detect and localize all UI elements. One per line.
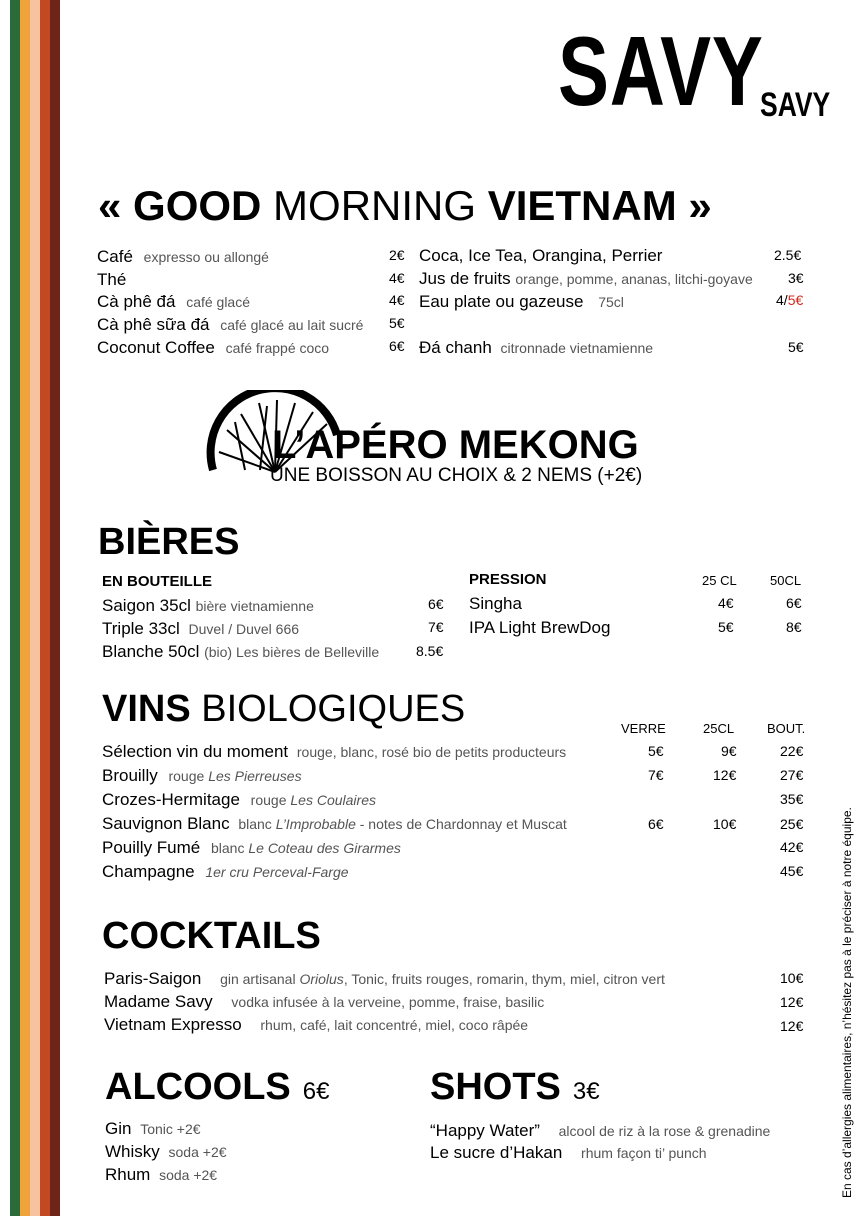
list-item: Champagne 1er cru Perceval-Farge xyxy=(102,862,349,881)
item-price: 25€ xyxy=(780,816,804,832)
list-item: Crozes-Hermitage rouge Les Coulaires xyxy=(102,790,376,809)
item-price: 8.5€ xyxy=(416,643,444,659)
item-price: 2.5€ xyxy=(774,247,802,263)
list-item: Coconut Coffee café frappé coco xyxy=(97,338,330,357)
item-price: 22€ xyxy=(780,743,804,759)
item-price: 42€ xyxy=(780,839,804,855)
bieres-title: BIÈRES xyxy=(98,521,240,563)
list-item: Đá chanh citronnade vietnamienne xyxy=(419,338,654,357)
item-price: 6€ xyxy=(648,816,664,832)
list-item: Pouilly Fumé blanc Le Coteau des Girarmes xyxy=(102,838,401,857)
item-price: 9€ xyxy=(721,743,737,759)
col-25cl: 25CL xyxy=(703,721,735,736)
brand-name: SAVY xyxy=(558,16,764,126)
col-50cl: 50CL xyxy=(770,573,802,588)
list-item: Cà phê sữa đá café glacé au lait sucré xyxy=(97,315,364,334)
item-price: 12€ xyxy=(713,767,737,783)
allergy-note: En cas d’allergies alimentaires, n’hésitez pas à le préciser à notre équipe. xyxy=(840,807,854,1198)
list-item: Madame Savy vodka infusée à la verveine, pomme, fraise, basilic xyxy=(104,992,545,1011)
item-price: 5€ xyxy=(718,619,734,635)
stripe-peach xyxy=(30,0,40,1216)
item-price: 2€ xyxy=(389,247,405,263)
item-price: 10€ xyxy=(713,816,737,832)
list-item: Coca, Ice Tea, Orangina, Perrier xyxy=(419,246,663,265)
list-item: Singha xyxy=(469,594,522,613)
vins-title: VINS BIOLOGIQUES xyxy=(102,688,466,730)
cocktails-title: COCKTAILS xyxy=(102,915,321,957)
col-25cl: 25 CL xyxy=(702,573,737,588)
item-price: 4€ xyxy=(389,270,405,286)
stripe-yellow xyxy=(20,0,30,1216)
list-item: Triple 33cl Duvel / Duvel 666 xyxy=(102,619,300,638)
item-price: 5€ xyxy=(648,743,664,759)
item-price: 10€ xyxy=(780,970,804,986)
list-item: IPA Light BrewDog xyxy=(469,618,611,637)
shots-title: SHOTS 3€ xyxy=(430,1066,600,1108)
col-bout: BOUT. xyxy=(767,721,806,736)
list-item: Sélection vin du moment rouge, blanc, rosé bio de petits producteurs xyxy=(102,742,567,761)
list-item: Whisky soda +2€ xyxy=(105,1142,227,1161)
item-price: 5€ xyxy=(389,315,405,331)
item-price: 7€ xyxy=(648,767,664,783)
item-price: 4/5€ xyxy=(776,292,804,308)
apero-subtitle: UNE BOISSON AU CHOIX & 2 NEMS (+2€) xyxy=(270,465,643,486)
item-price: 45€ xyxy=(780,863,804,879)
list-item: Café expresso ou allongé xyxy=(97,247,269,266)
breakfast-title: « GOOD MORNING VIETNAM » xyxy=(98,182,712,229)
list-item: Paris-Saigon gin artisanal Oriolus, Tonic, fruits rouges, romarin, thym, miel, citron vert xyxy=(104,969,665,988)
item-price: 35€ xyxy=(780,791,804,807)
item-price: 12€ xyxy=(780,994,804,1010)
list-item: Vietnam Expresso rhum, café, lait concentré, miel, coco râpée xyxy=(104,1015,529,1034)
item-price: 5€ xyxy=(788,339,804,355)
item-price: 7€ xyxy=(428,619,444,635)
stripe-green xyxy=(10,0,20,1216)
list-item: Jus de fruits orange, pomme, ananas, litchi-goyave xyxy=(419,269,753,288)
item-price: 27€ xyxy=(780,767,804,783)
item-price: 12€ xyxy=(780,1018,804,1034)
list-item: Cà phê đá café glacé xyxy=(97,292,251,311)
list-item: Rhum soda +2€ xyxy=(105,1165,218,1184)
item-price: 4€ xyxy=(389,292,405,308)
list-item: Blanche 50cl (bio) Les bières de Belleville xyxy=(102,642,380,661)
list-item: Sauvignon Blanc blanc L’Improbable - notes de Chardonnay et Muscat xyxy=(102,814,567,833)
list-item: Brouilly rouge Les Pierreuses xyxy=(102,766,302,785)
item-price: 6€ xyxy=(786,595,802,611)
list-item: Le sucre d’Hakan rhum façon ti’ punch xyxy=(430,1143,707,1162)
bottle-heading: EN BOUTEILLE xyxy=(102,573,213,590)
list-item: Eau plate ou gazeuse 75cl xyxy=(419,292,624,311)
brand-small: SAVY xyxy=(760,86,831,124)
list-item: Saigon 35cl bière vietnamienne xyxy=(102,596,314,615)
apero-title: L’APÉRO MEKONG xyxy=(272,423,639,467)
item-price: 8€ xyxy=(786,619,802,635)
list-item: Gin Tonic +2€ xyxy=(105,1119,201,1138)
item-price: 3€ xyxy=(788,270,804,286)
item-price: 6€ xyxy=(389,338,405,354)
draft-heading: PRESSION xyxy=(469,571,547,588)
list-item: “Happy Water” alcool de riz à la rose & grenadine xyxy=(430,1121,771,1140)
stripe-orange xyxy=(40,0,50,1216)
list-item: Thé xyxy=(97,270,127,289)
item-price: 6€ xyxy=(428,596,444,612)
item-price: 4€ xyxy=(718,595,734,611)
col-verre: VERRE xyxy=(621,721,666,736)
alcools-title: ALCOOLS 6€ xyxy=(105,1066,330,1108)
stripe-brown xyxy=(50,0,60,1216)
